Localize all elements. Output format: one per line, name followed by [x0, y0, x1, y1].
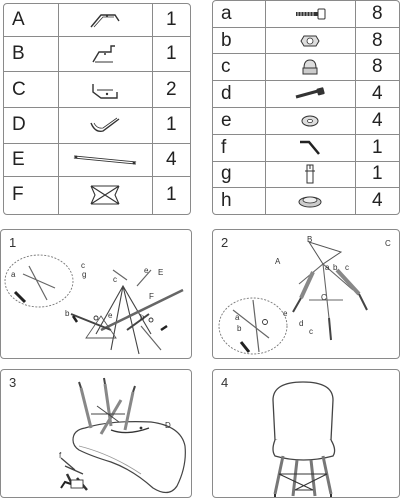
callout-label: e — [283, 309, 288, 318]
step-number: 4 — [221, 375, 229, 390]
part-qty: 8 — [355, 54, 399, 81]
part-label: B — [4, 36, 58, 72]
washer-icon — [265, 107, 355, 134]
callout-label: e — [144, 266, 149, 275]
part-qty: 4 — [355, 107, 399, 134]
callout-label: C — [385, 239, 391, 248]
step-2-illustration — [213, 230, 400, 359]
part-qty: 1 — [152, 4, 190, 36]
callout-label: a — [11, 270, 16, 279]
part-label: b — [213, 27, 265, 54]
part-qty: 8 — [355, 27, 399, 54]
callout-label: F — [149, 292, 154, 301]
step-number: 1 — [9, 235, 17, 250]
callout-label: C — [321, 293, 327, 302]
part-label: f — [213, 134, 265, 161]
part-qty: 1 — [152, 36, 190, 72]
assembled-chair-illustration — [213, 370, 400, 498]
callout-label: b — [237, 324, 242, 333]
part-qty: 1 — [152, 176, 190, 214]
part-label: E — [4, 143, 58, 176]
step-number: 3 — [9, 375, 17, 390]
part-qty: 4 — [355, 188, 399, 214]
part-label: e — [213, 107, 265, 134]
step-number: 2 — [221, 235, 229, 250]
foot-cap-icon — [265, 188, 355, 214]
callout-label: b — [140, 313, 145, 322]
part-qty: 1 — [152, 108, 190, 144]
callout-label: c — [113, 275, 117, 284]
part-row-A — [4, 4, 190, 36]
wire-frame-icon — [58, 176, 152, 214]
wrench-icon — [265, 161, 355, 188]
part-qty: 4 — [152, 143, 190, 176]
part-qty: 4 — [355, 81, 399, 108]
parts-table-large — [3, 3, 191, 215]
part-row-F — [4, 176, 190, 214]
callout-label: f — [59, 451, 62, 460]
rod-icon — [58, 143, 152, 176]
part-qty: 8 — [355, 1, 399, 27]
callout-label: c — [81, 261, 85, 270]
part-row-E — [4, 143, 190, 176]
part-row-f — [213, 134, 399, 161]
callout-label: E — [158, 268, 164, 277]
callout-label: b — [333, 263, 338, 272]
parts-table-hardware-grid — [213, 1, 399, 214]
part-label: C — [4, 72, 58, 108]
part-qty: 1 — [355, 134, 399, 161]
part-label: d — [213, 81, 265, 108]
long-bolt-icon — [265, 81, 355, 108]
callout-label: b — [65, 309, 70, 318]
allen-key-icon — [265, 134, 355, 161]
part-label: c — [213, 54, 265, 81]
part-row-b — [213, 27, 399, 54]
part-row-e — [213, 107, 399, 134]
parts-table-large-grid — [4, 4, 190, 214]
part-row-c — [213, 54, 399, 81]
part-label: D — [4, 108, 58, 144]
part-row-g — [213, 161, 399, 188]
bracket-a-icon — [58, 4, 152, 36]
step-4-panel — [212, 369, 400, 498]
step-1-illustration — [1, 230, 192, 359]
part-label: A — [12, 8, 25, 30]
step-1-panel — [0, 229, 192, 359]
part-row-d — [213, 81, 399, 108]
part-qty: 1 — [355, 161, 399, 188]
callout-label: D — [165, 421, 171, 430]
part-qty: 2 — [152, 72, 190, 108]
parts-table-hardware — [212, 0, 400, 215]
part-label: F — [4, 176, 58, 214]
callout-label: a — [325, 263, 330, 272]
part-row-B — [4, 36, 190, 72]
callout-label: B — [307, 235, 313, 244]
callout-label: d — [299, 319, 304, 328]
part-row-h — [213, 188, 399, 214]
bracket-c-icon — [58, 72, 152, 108]
callout-label: c — [345, 263, 349, 272]
step-3-panel — [0, 369, 192, 498]
bracket-b-icon — [58, 36, 152, 72]
callout-label: A — [275, 257, 281, 266]
part-row-a — [213, 1, 399, 27]
part-row-D — [4, 108, 190, 144]
step-2-panel — [212, 229, 400, 359]
bracket-d-icon — [58, 108, 152, 144]
part-label: a — [221, 2, 232, 24]
callout-label: e — [108, 311, 113, 320]
callout-label: c — [309, 327, 313, 336]
part-label: g — [213, 161, 265, 188]
part-label: h — [213, 188, 265, 214]
hex-nut-icon — [265, 27, 355, 54]
callout-label: g — [82, 270, 87, 279]
bolt-icon — [265, 1, 355, 27]
step-3-illustration — [1, 370, 192, 498]
callout-label: a — [235, 313, 240, 322]
cap-nut-icon — [265, 54, 355, 81]
part-row-C — [4, 72, 190, 108]
